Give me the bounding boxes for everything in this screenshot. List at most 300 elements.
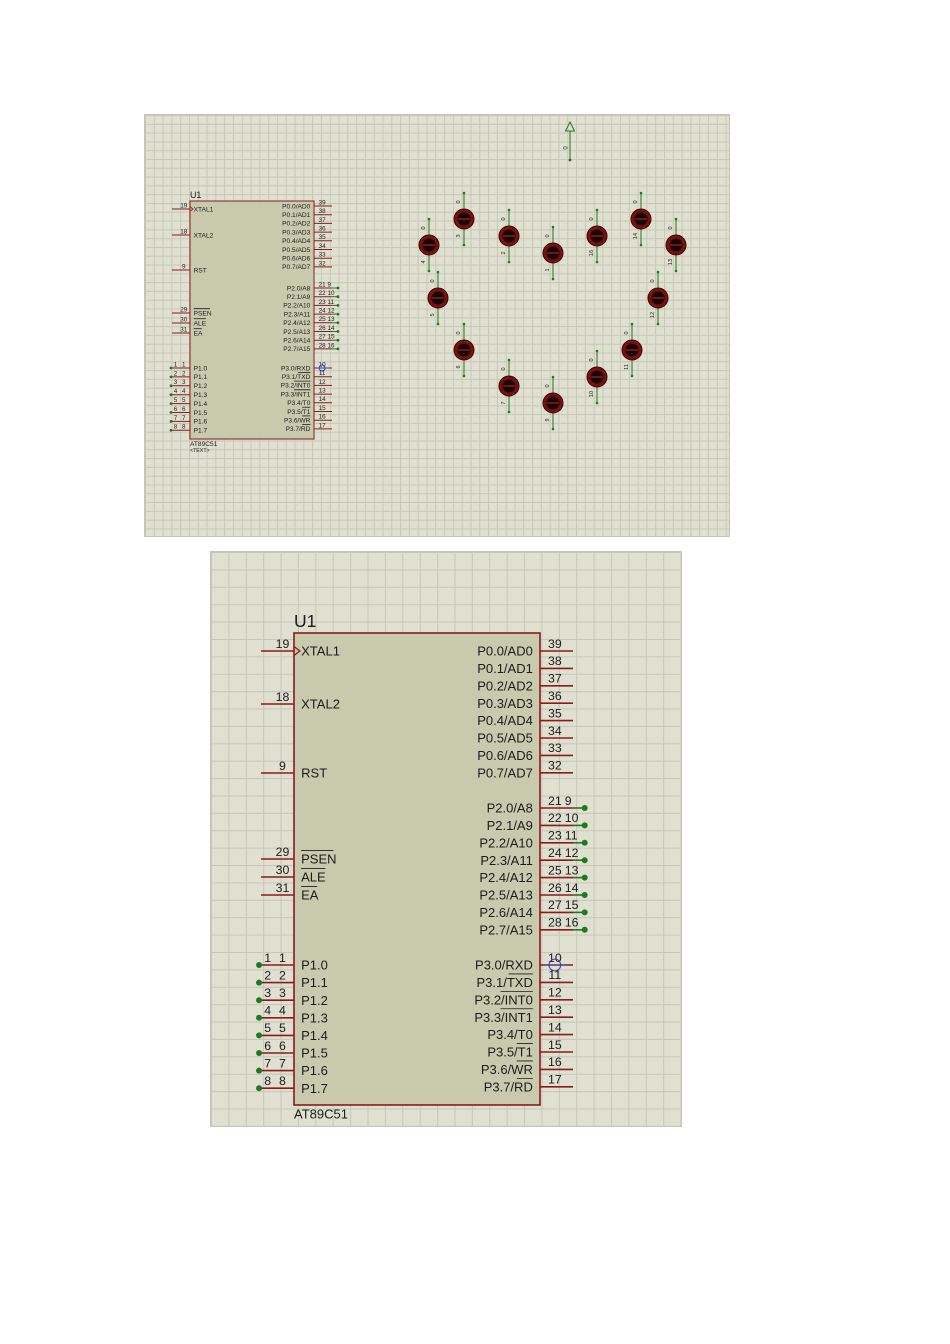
led-label: 16 (589, 249, 595, 257)
led-label: 10 (589, 390, 595, 398)
led-ground-label: 0 (545, 384, 551, 388)
net-terminal (337, 287, 340, 290)
led-11 (622, 323, 642, 378)
pin-name-p2.0-a8: P2.0/A8 (486, 800, 533, 816)
pin-number-32: 32 (547, 758, 562, 773)
pin-number-17: 17 (547, 1072, 562, 1087)
net-terminal (170, 429, 173, 432)
pin-name-ea: EA (301, 887, 319, 903)
pin-number-29: 29 (275, 844, 290, 859)
net-terminal (170, 367, 173, 370)
net-label-15: 15 (327, 333, 335, 341)
pin-name-p2.5-a13: P2.5/A13 (479, 887, 533, 903)
net-terminal (582, 822, 588, 828)
probe-dot (569, 159, 572, 162)
pin-name-p2.5-a13: P2.5/A13 (283, 328, 311, 336)
pin-name-p0.7-ad7: P0.7/AD7 (282, 264, 311, 272)
net-label-4: 4 (264, 1003, 272, 1018)
pin-number-1: 1 (279, 950, 286, 965)
pin-number-12: 12 (318, 378, 326, 386)
pin-number-8: 8 (279, 1073, 286, 1088)
pin-number-3: 3 (181, 379, 186, 387)
pin-name-p3.0-rxd: P3.0/RXD (281, 365, 311, 373)
pin-number-38: 38 (318, 208, 326, 216)
pin-name-p1.6: P1.6 (193, 418, 208, 426)
pin-number-39: 39 (318, 199, 326, 207)
pin-name-p3.7-rd: P3.7/RD (483, 1079, 533, 1095)
net-label-11: 11 (327, 298, 335, 306)
pin-name-p1.5: P1.5 (193, 409, 208, 417)
led-ground-label: 0 (633, 200, 639, 204)
net-terminal (256, 1050, 262, 1056)
pin-name-rst: RST (301, 765, 328, 781)
pin-number-28: 28 (547, 915, 562, 930)
pin-number-34: 34 (547, 723, 562, 738)
net-terminal (256, 962, 262, 968)
led-terminal-bottom (437, 323, 440, 326)
pin-number-5: 5 (181, 396, 186, 404)
led-label: 1 (545, 268, 551, 272)
schematic-overview-panel (144, 114, 730, 537)
net-label-8: 8 (173, 423, 178, 431)
pin-number-32: 32 (318, 260, 326, 268)
pin-number-4: 4 (279, 1003, 286, 1018)
pin-number-26: 26 (547, 880, 562, 895)
led-terminal-top (463, 323, 466, 326)
schematic-overview (145, 115, 729, 536)
pin-name-p1.3: P1.3 (193, 392, 208, 400)
pin-name-psen: PSEN (301, 851, 337, 867)
net-label-7: 7 (264, 1056, 272, 1071)
pin-name-p2.3-a11: P2.3/A11 (283, 311, 311, 319)
pin-number-7: 7 (181, 414, 186, 422)
pin-number-31: 31 (180, 326, 188, 334)
led-ground-label: 0 (430, 279, 436, 283)
led-terminal-bottom (596, 402, 599, 405)
net-terminal (256, 1085, 262, 1091)
pin-number-30: 30 (275, 862, 290, 877)
led-terminal-bottom (508, 411, 511, 414)
pin-name-rst: RST (193, 267, 207, 275)
pin-number-21: 21 (318, 281, 326, 289)
pin-number-23: 23 (547, 828, 562, 843)
pin-name-p3.3-int1: P3.3/INT1 (474, 1009, 533, 1025)
pin-number-10: 10 (318, 361, 326, 369)
led-label: 5 (430, 313, 436, 317)
pin-name-ea: EA (193, 330, 203, 338)
pin-number-11: 11 (318, 370, 326, 378)
pin-number-13: 13 (547, 1002, 562, 1017)
pin-name-p2.7-a15: P2.7/A15 (479, 922, 533, 938)
pin-name-p3.5-t1: P3.5/T1 (487, 1044, 533, 1060)
net-terminal (170, 393, 173, 396)
led-terminal-top (508, 359, 511, 362)
led-terminal-bottom (552, 278, 555, 281)
pin-name-ale: ALE (193, 320, 207, 328)
net-terminal (337, 304, 340, 307)
led-ground-label: 0 (456, 331, 462, 335)
net-terminal (170, 402, 173, 405)
pin-name-p0.7-ad7: P0.7/AD7 (477, 765, 533, 781)
pin-number-33: 33 (547, 741, 562, 756)
net-terminal (582, 909, 588, 915)
net-label-10: 10 (564, 811, 579, 826)
pin-name-p3.2-int0: P3.2/INT0 (280, 382, 311, 390)
pin-number-25: 25 (318, 316, 326, 324)
pin-number-28: 28 (318, 342, 326, 350)
pin-name-p3.0-rxd: P3.0/RXD (475, 957, 533, 973)
probe-terminal (564, 122, 575, 161)
led-ground-label: 0 (668, 226, 674, 230)
led-label: 7 (501, 401, 507, 405)
led-1 (543, 226, 563, 281)
led-terminal-top (657, 271, 660, 274)
pin-number-34: 34 (318, 242, 326, 250)
pin-name-p3.4-t0: P3.4/T0 (287, 400, 311, 408)
led-2 (499, 209, 519, 264)
led-label: 9 (545, 418, 551, 422)
led-ground-label: 0 (589, 217, 595, 221)
led-6 (454, 323, 474, 378)
led-terminal-top (508, 209, 511, 212)
net-terminal (256, 1032, 262, 1038)
pin-name-p0.3-ad3: P0.3/AD3 (282, 229, 311, 237)
pin-number-4: 4 (181, 388, 186, 396)
pin-number-18: 18 (180, 228, 188, 236)
pin-number-13: 13 (318, 387, 326, 395)
pin-name-p1.7: P1.7 (193, 427, 208, 435)
chip-part-label: AT89C51 (190, 440, 218, 448)
net-terminal (170, 411, 173, 414)
pin-number-29: 29 (180, 306, 188, 314)
led-label: 13 (668, 258, 674, 266)
pin-number-9: 9 (279, 758, 286, 773)
pin-number-6: 6 (279, 1038, 286, 1053)
probe-label: 0 (563, 146, 570, 150)
pin-number-15: 15 (547, 1037, 562, 1052)
pin-name-p2.7-a15: P2.7/A15 (283, 346, 311, 354)
net-label-11: 11 (564, 828, 578, 843)
led-label: 4 (421, 260, 427, 264)
led-label: 2 (501, 251, 507, 255)
led-terminal-bottom (463, 244, 466, 247)
pin-name-p3.7-rd: P3.7/RD (285, 426, 311, 434)
net-terminal (256, 1015, 262, 1021)
net-terminal (582, 875, 588, 881)
pin-number-1: 1 (181, 361, 186, 369)
led-9 (543, 376, 563, 431)
led-ground-label: 0 (589, 358, 595, 362)
pin-number-10: 10 (547, 950, 562, 965)
led-16 (587, 209, 607, 264)
net-label-14: 14 (327, 324, 335, 332)
pin-name-p3.1-txd: P3.1/TXD (476, 974, 533, 990)
led-ground-label: 0 (650, 279, 656, 283)
led-terminal-top (552, 226, 555, 229)
pin-number-11: 11 (548, 968, 562, 983)
pin-number-35: 35 (547, 706, 562, 721)
pin-name-p0.5-ad5: P0.5/AD5 (477, 730, 533, 746)
pin-name-p2.2-a10: P2.2/A10 (283, 302, 311, 310)
pin-name-p3.4-t0: P3.4/T0 (487, 1027, 533, 1043)
net-terminal (337, 321, 340, 324)
net-label-1: 1 (264, 950, 272, 965)
led-terminal-top (437, 271, 440, 274)
pin-number-16: 16 (547, 1055, 562, 1070)
net-label-9: 9 (564, 793, 572, 808)
pin-name-p1.2: P1.2 (301, 992, 328, 1008)
pin-number-5: 5 (279, 1021, 286, 1036)
pin-number-26: 26 (318, 324, 326, 332)
led-14 (631, 192, 651, 247)
pin-name-p3.3-int1: P3.3/INT1 (280, 391, 311, 399)
pin-name-p2.0-a8: P2.0/A8 (286, 285, 311, 293)
pin-number-33: 33 (318, 251, 326, 259)
net-terminal (256, 1068, 262, 1074)
net-terminal (582, 840, 588, 846)
pin-name-p0.4-ad4: P0.4/AD4 (282, 238, 311, 246)
led-ground-label: 0 (456, 200, 462, 204)
led-label: 12 (650, 311, 656, 319)
pin-number-24: 24 (318, 307, 326, 315)
pin-number-19: 19 (180, 202, 188, 210)
pin-number-19: 19 (275, 636, 290, 651)
pin-name-p2.6-a14: P2.6/A14 (283, 337, 311, 345)
net-terminal (256, 997, 262, 1003)
pin-name-p1.4: P1.4 (193, 400, 208, 408)
pin-name-p1.7: P1.7 (301, 1080, 328, 1096)
net-label-3: 3 (264, 985, 272, 1000)
pin-name-p1.0: P1.0 (301, 957, 328, 973)
pin-name-p1.6: P1.6 (301, 1063, 328, 1079)
pin-name-p1.2: P1.2 (193, 383, 208, 391)
pin-number-38: 38 (547, 654, 562, 669)
pin-name-p1.5: P1.5 (301, 1045, 328, 1061)
net-label-5: 5 (173, 396, 178, 404)
pin-name-xtal2: XTAL2 (193, 232, 214, 240)
pin-name-p1.3: P1.3 (301, 1010, 328, 1026)
led-terminal-top (596, 350, 599, 353)
pin-number-14: 14 (318, 396, 326, 404)
net-terminal (582, 892, 588, 898)
pin-name-p2.4-a12: P2.4/A12 (479, 870, 533, 886)
led-label: 6 (456, 365, 462, 369)
net-label-6: 6 (173, 405, 178, 413)
led-terminal-bottom (675, 270, 678, 273)
pin-number-23: 23 (318, 298, 326, 306)
pin-name-p0.5-ad5: P0.5/AD5 (282, 246, 311, 254)
pin-name-xtal2: XTAL2 (301, 696, 340, 712)
net-label-10: 10 (327, 290, 335, 298)
pin-number-16: 16 (318, 413, 326, 421)
chip-ref-label: U1 (190, 190, 202, 201)
net-terminal (256, 980, 262, 986)
pin-name-p2.1-a9: P2.1/A9 (486, 817, 533, 833)
pin-number-36: 36 (318, 225, 326, 233)
net-terminal (582, 805, 588, 811)
pin-name-p3.6-wr: P3.6/WR (480, 1061, 533, 1077)
pin-name-p2.6-a14: P2.6/A14 (479, 904, 533, 920)
pin-name-p0.3-ad3: P0.3/AD3 (477, 695, 533, 711)
pin-number-35: 35 (318, 234, 326, 242)
schematic-zoom (211, 552, 681, 1126)
led-terminal-bottom (508, 261, 511, 264)
net-label-5: 5 (264, 1021, 272, 1036)
net-label-6: 6 (264, 1038, 272, 1053)
net-label-13: 13 (327, 316, 335, 324)
pin-name-p0.6-ad6: P0.6/AD6 (282, 255, 311, 263)
led-terminal-top (428, 218, 431, 221)
schematic-zoom-panel (210, 551, 682, 1127)
pin-number-37: 37 (318, 216, 326, 224)
pin-name-p1.1: P1.1 (301, 975, 328, 991)
pin-number-2: 2 (279, 968, 286, 983)
pin-number-8: 8 (181, 423, 186, 431)
pin-name-p1.0: P1.0 (193, 365, 208, 373)
net-label-12: 12 (327, 307, 335, 315)
pin-name-p2.1-a9: P2.1/A9 (286, 294, 311, 302)
pin-name-p2.3-a11: P2.3/A11 (480, 852, 533, 868)
led-terminal-bottom (463, 375, 466, 378)
pin-number-21: 21 (547, 793, 562, 808)
net-terminal (582, 927, 588, 933)
led-terminal-top (640, 192, 643, 195)
led-terminal-bottom (552, 428, 555, 431)
at89c51-chip (256, 611, 588, 1122)
pin-number-22: 22 (318, 290, 326, 298)
pin-name-p3.2-int0: P3.2/INT0 (474, 992, 533, 1008)
pin-name-p2.2-a10: P2.2/A10 (479, 835, 533, 851)
net-label-2: 2 (264, 968, 272, 983)
pin-number-14: 14 (547, 1020, 562, 1035)
pin-name-p0.1-ad1: P0.1/AD1 (477, 660, 533, 676)
net-terminal (337, 330, 340, 333)
led-3 (454, 192, 474, 247)
pin-number-2: 2 (181, 370, 186, 378)
net-label-1: 1 (173, 361, 178, 369)
pin-number-7: 7 (279, 1056, 286, 1071)
pin-name-psen: PSEN (193, 310, 212, 318)
pin-name-p2.4-a12: P2.4/A12 (283, 320, 311, 328)
net-label-15: 15 (564, 898, 579, 913)
led-label: 3 (456, 234, 462, 238)
pin-number-25: 25 (547, 863, 562, 878)
net-label-12: 12 (564, 845, 579, 860)
led-ground-label: 0 (501, 217, 507, 221)
pin-name-p3.6-wr: P3.6/WR (283, 417, 311, 425)
pin-name-p0.6-ad6: P0.6/AD6 (477, 747, 533, 763)
led-terminal-bottom (631, 375, 634, 378)
pin-name-p0.2-ad2: P0.2/AD2 (477, 678, 533, 694)
pin-number-17: 17 (318, 422, 326, 430)
pin-name-p0.0-ad0: P0.0/AD0 (282, 203, 311, 211)
led-5 (428, 271, 448, 326)
led-terminal-bottom (657, 323, 660, 326)
pin-number-27: 27 (318, 333, 326, 341)
pin-number-3: 3 (279, 985, 286, 1000)
pin-number-39: 39 (547, 636, 562, 651)
led-terminal-top (596, 209, 599, 212)
net-terminal (337, 339, 340, 342)
net-label-3: 3 (173, 379, 178, 387)
net-terminal (337, 348, 340, 351)
net-terminal (170, 420, 173, 423)
pin-name-p0.2-ad2: P0.2/AD2 (282, 220, 311, 228)
pin-name-p0.4-ad4: P0.4/AD4 (477, 713, 533, 729)
net-terminal (170, 376, 173, 379)
net-label-14: 14 (564, 880, 579, 895)
pin-name-xtal1: XTAL1 (301, 643, 340, 659)
net-terminal (582, 857, 588, 863)
net-terminal (337, 313, 340, 316)
pin-number-22: 22 (547, 811, 562, 826)
led-ground-label: 0 (545, 234, 551, 238)
pin-name-xtal1: XTAL1 (193, 206, 214, 214)
pin-number-37: 37 (547, 671, 562, 686)
pin-number-27: 27 (547, 898, 562, 913)
net-label-2: 2 (173, 370, 178, 378)
led-ground-label: 0 (421, 226, 427, 230)
led-terminal-bottom (640, 244, 643, 247)
led-terminal-top (552, 376, 555, 379)
pin-number-12: 12 (547, 985, 562, 1000)
pin-number-31: 31 (275, 880, 290, 895)
net-terminal (170, 384, 173, 387)
pin-name-p3.1-txd: P3.1/TXD (281, 374, 311, 382)
led-terminal-bottom (428, 270, 431, 273)
net-label-7: 7 (173, 414, 178, 422)
chip-ref-label: U1 (294, 611, 317, 632)
pin-number-6: 6 (181, 405, 186, 413)
led-7 (499, 359, 519, 414)
pin-name-p1.1: P1.1 (193, 374, 208, 382)
led-ground-label: 0 (501, 367, 507, 371)
pin-number-30: 30 (180, 316, 188, 324)
led-13 (666, 218, 686, 273)
led-4 (419, 218, 439, 273)
led-terminal-top (675, 218, 678, 221)
net-label-13: 13 (564, 863, 579, 878)
led-12 (648, 271, 668, 326)
net-label-16: 16 (564, 915, 579, 930)
led-10 (587, 350, 607, 405)
net-label-4: 4 (173, 388, 178, 396)
pin-name-p1.4: P1.4 (301, 1027, 328, 1043)
led-terminal-top (463, 192, 466, 195)
pin-number-36: 36 (547, 688, 562, 703)
net-label-9: 9 (327, 281, 331, 289)
chip-part-label: AT89C51 (294, 1106, 348, 1122)
net-terminal (337, 295, 340, 298)
pin-number-9: 9 (181, 263, 186, 271)
pin-number-24: 24 (547, 845, 562, 860)
pin-number-15: 15 (318, 404, 326, 412)
led-label: 11 (624, 364, 630, 370)
led-ground-label: 0 (624, 331, 630, 335)
net-label-16: 16 (327, 342, 335, 350)
pin-name-p0.1-ad1: P0.1/AD1 (282, 212, 311, 220)
led-terminal-bottom (596, 261, 599, 264)
net-label-8: 8 (264, 1073, 272, 1088)
at89c51-chip (170, 190, 340, 454)
pin-name-p0.0-ad0: P0.0/AD0 (477, 643, 533, 659)
pin-name-p3.5-t1: P3.5/T1 (287, 408, 311, 416)
pin-name-ale: ALE (301, 869, 326, 885)
led-label: 14 (633, 232, 639, 240)
led-terminal-top (631, 323, 634, 326)
pin-number-18: 18 (275, 689, 290, 704)
probe-arrow-icon (566, 122, 575, 131)
